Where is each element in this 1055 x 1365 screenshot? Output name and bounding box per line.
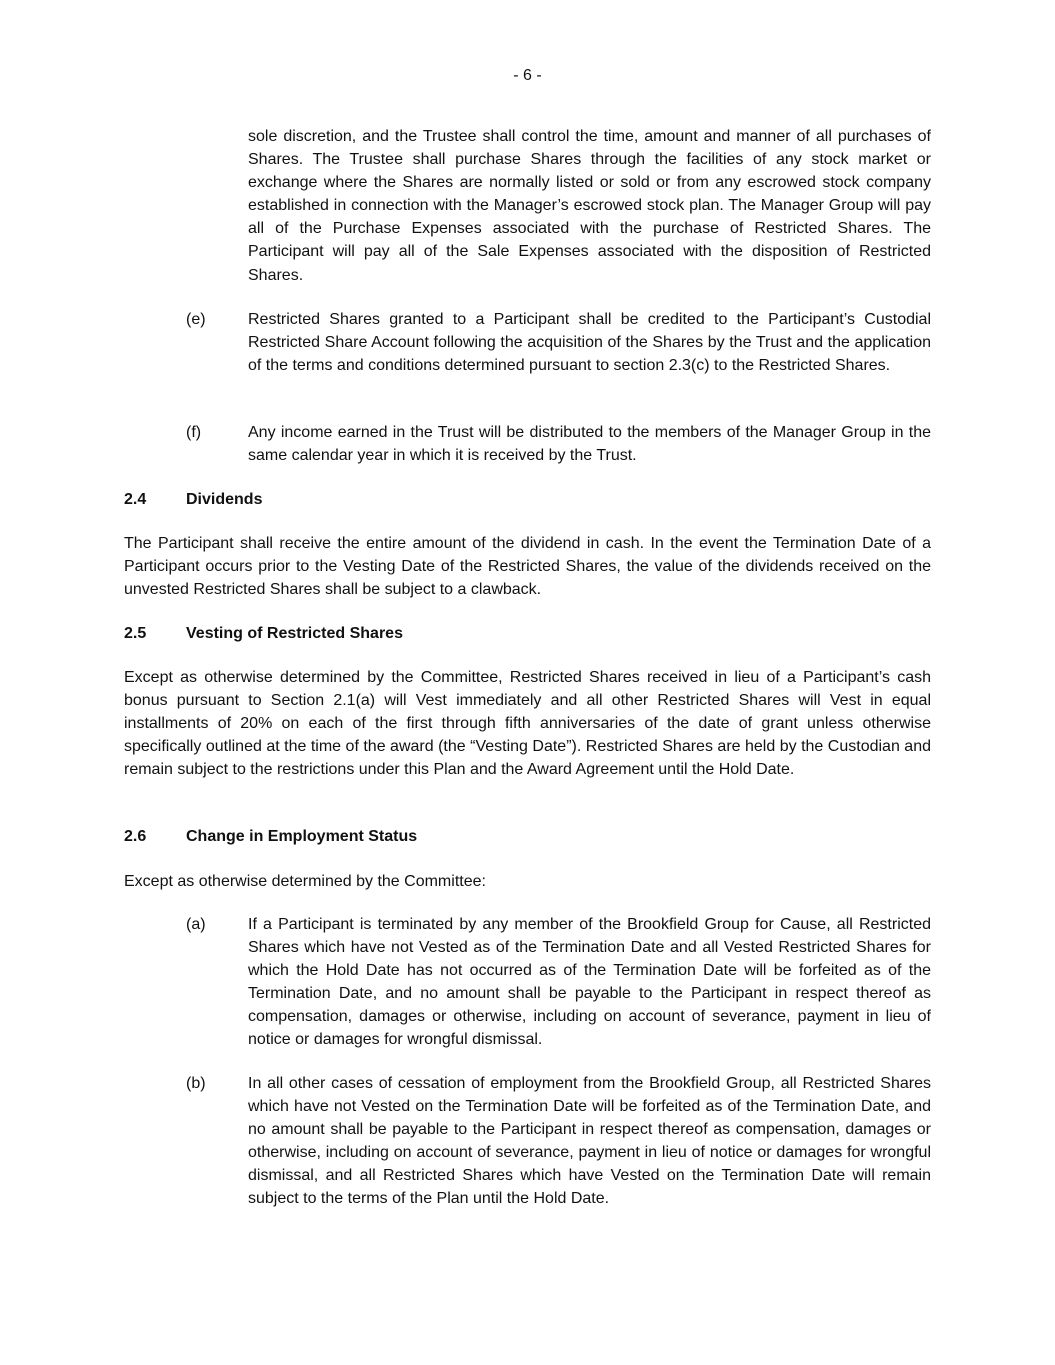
section-number: 2.5 [124,625,147,642]
page-number: - 6 - [513,67,542,84]
section-2-4-body: The Participant shall receive the entire amount of the dividend in cash. In the event the Termination Date of a Participant occurs prior to the Vesting Date of the Restricted Shares, the value of the dividends received on the unvested Restricted Shares shall be subject to a clawback. [124,535,931,599]
section-title: Change in Employment Status [186,828,418,845]
item-label-e: (e) [186,311,206,328]
item-label-b: (b) [186,1075,206,1092]
item-text-b: In all other cases of cessation of employment from the Brookfield Group, all Restricted Shares which have not Vested on the Termination Date will be forfeited as of the Termination Date, and no amount shall be payable to the Participant in respect thereof as compensation, damages or otherwise, including on account of severance, payment in lieu of notice or damages for wrongful dismissal, and all Restricted Shares which have Vested on the Termination Date will remain subject to the terms of the Plan until the Hold Date. [248,1075,931,1208]
section-2-5-body: Except as otherwise determined by the Committee, Restricted Shares received in lieu of a Participant’s cash bonus pursuant to Section 2.1(a) will Vest immediately and all other Restricted Shares will Vest in equal installments of 20% on each of the first through fifth anniversaries of the date of grant unless otherwise specifically outlined at the time of the award (the “Vesting Date”). Restricted Shares are held by the Custodian and remain subject to the restrictions under this Plan and the Award Agreement until the Hold Date. [124,669,931,779]
item-text-a: If a Participant is terminated by any member of the Brookfield Group for Cause, all Restricted Shares which have not Vested as of the Termination Date and all Vested Restricted Shares for which the Hold Date has not occurred as of the Termination Date will be forfeited as of the Termination Date, and no amount shall be payable to the Participant in respect thereof as compensation, damages or otherwise, including on account of severance, payment in lieu of notice or damages for wrongful dismissal. [248,916,931,1049]
item-text-f: Any income earned in the Trust will be distributed to the members of the Manager Group in the same calendar year in which it is received by the Trust. [248,424,931,465]
section-heading-2-5 [124,622,403,645]
section-title: Vesting of Restricted Shares [186,625,403,642]
section-title: Dividends [186,491,263,508]
section-2-6-intro: Except as otherwise determined by the Committee: [124,873,486,890]
item-label-f: (f) [186,424,202,441]
section-number: 2.4 [124,491,147,508]
section-heading-2-6 [124,825,417,848]
continuation-paragraph: sole discretion, and the Trustee shall control the time, amount and manner of all purchases of Shares. The Trustee shall purchase Shares through the facilities of any stock market or exchange where the Shares are normally listed or sold or from any escrowed stock company established in connection with the Manager’s escrowed stock plan. The Manager Group will pay all of the Purchase Expenses associated with the purchase of Restricted Shares. The Participant will pay all of the Sale Expenses associated with the disposition of Restricted Shares. [248,128,931,284]
section-number: 2.6 [124,828,147,845]
item-text-e: Restricted Shares granted to a Participant shall be credited to the Participant’s Custodial Restricted Share Account following the acquisition of the Shares by the Trust and the application of the terms and conditions determined pursuant to section 2.3(c) to the Restricted Shares. [248,311,931,375]
section-heading-2-4 [124,488,262,511]
item-label-a: (a) [186,916,206,933]
